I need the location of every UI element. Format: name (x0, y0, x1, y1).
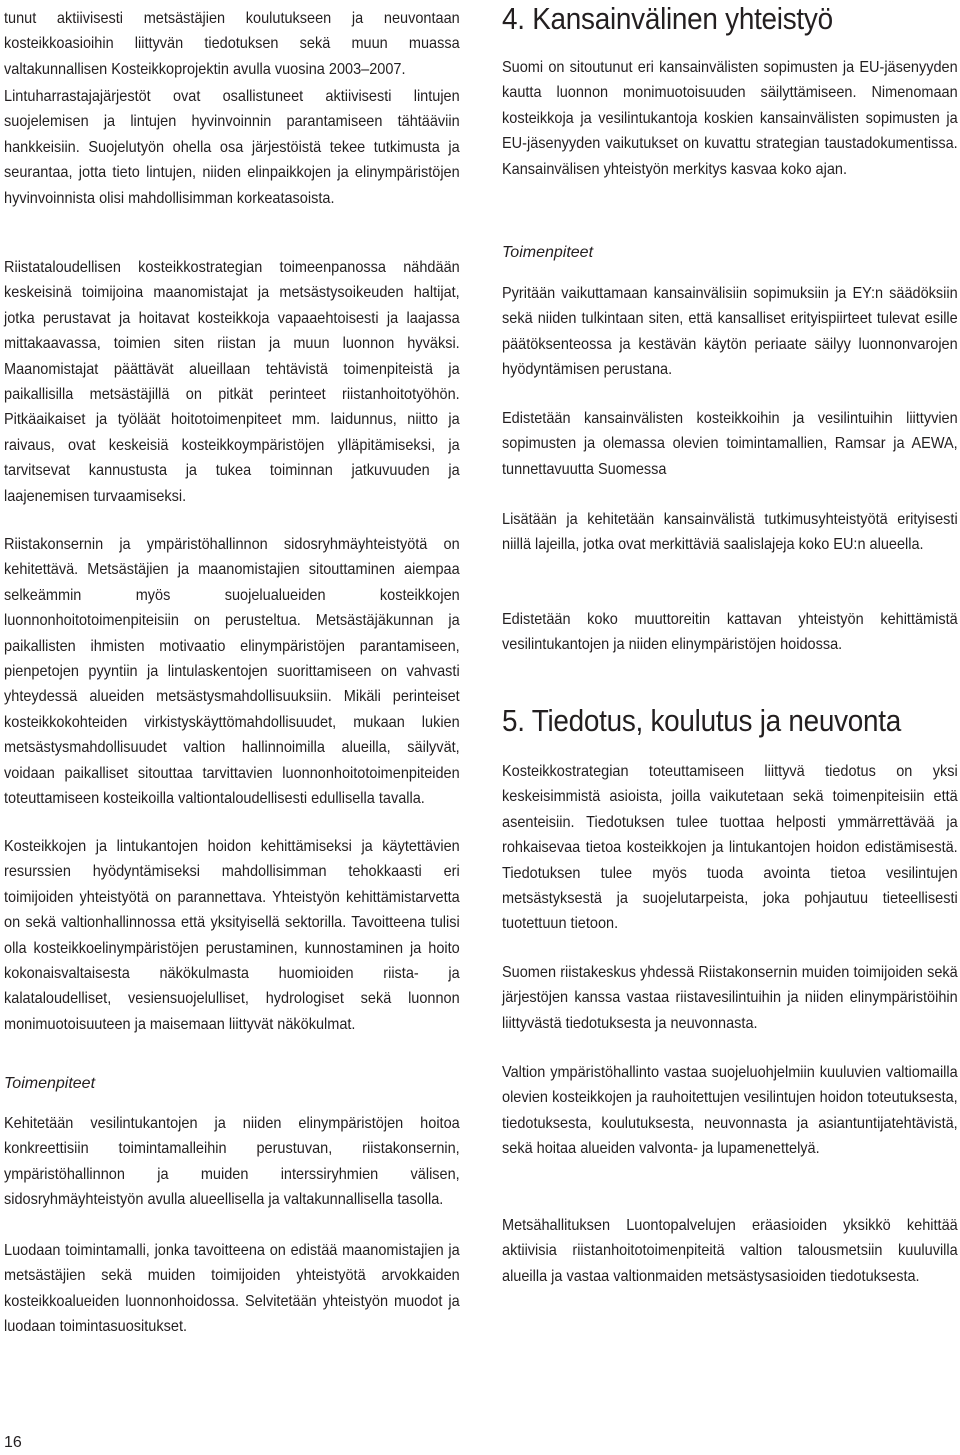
right-paragraph-7: Suomen riistakeskus yhdessä Riistakonsernin muiden toimijoiden sekä järjestöjen kanssa vastaa riistavesilintuihin ja niiden elinympäristöihin liittyvästä tiedotuksesta ja neuvonnasta. (502, 964, 958, 1032)
right-paragraph-8: Valtion ympäristöhallinto vastaa suojeluohjelmiin kuuluvien valtiomailla olevien kosteikkojen ja rauhoitettujen vesilintujen hoidon toteutuksesta, tiedotuksesta, koulutuksesta, neuvonnasta ja asiantuntijatehtävistä, sekä hoitaa alueiden valvonta- ja lupamenettelyä. (502, 1064, 958, 1158)
left-paragraph-4: Riistakonsernin ja ympäristöhallinnon sidosryhmäyhteistyötä on kehitettävä. Metsästäjien ja maanomistajien sitouttaminen aiempaa selkeämmin myös suojelualueiden kosteikkojen luonnonhoitotoimenpiteisiin on perusteltua. Metsästäjäkunnan ja paikallisten ihmisten motivaatio elinympäristöjen parantamiseen, pienpetojen pyyntiin ja lintulaskentojen suorittamiseen on vahvasti yhteydessä alueiden metsästysmahdollisuuksiin. Mikäli perinteiset kosteikkokohteiden virkistyskäyttömahdollisuudet, mukaan lukien metsästysmahdollisuudet valtion hallinnoimilla alueilla, säilyvät, voidaan paikalliset sitouttaa tarvittavien luonnonhoitotoimenpiteiden toteuttamiseen kosteikoilla valtiontaloudellisesti edullisella tavalla. (4, 536, 460, 808)
right-paragraph-6: Kosteikkostrategian toteuttamiseen liittyvä tiedotus on yksi keskeisimmistä asioista, joilla vaikutetaan sekä toimenpiteisiin että asenteisiin. Tiedotuksen tulee tuottaa helposti ymmärrettävää ja rohkaisevaa tietoa kosteikkojen ja lintukantojen hoidon edistämisestä. Tiedotuksen tulee myös tuoda avointa tietoa vesilintujen metsästyksestä ja suojelutarpeista, joka pohjautuu tieteellisesti tuotettuun tietoon. (502, 763, 958, 933)
right-paragraph-3: Edistetään kansainvälisten kosteikkoihin ja vesilintuihin liittyvien sopimusten ja olemassa olevien toimintamallien, Ramsar ja AEWA, tunnettavuutta Suomessa (502, 410, 958, 478)
left-paragraph-6: Kehitetään vesilintukantojen ja niiden elinympäristöjen hoitoa konkreettisiin toimintamalleihin perustuvan, riistakonsernin, ympäristöhallinnon ja muiden interssiryhmien välisen, sidosryhmäyhteistyön avulla alueellisella ja valtakunnallisella tasolla. (4, 1115, 460, 1209)
page-number: 16 (4, 1434, 22, 1451)
left-paragraph-1: tunut aktiivisesti metsästäjien koulutukseen ja neuvontaan kosteikkoasioihin liittyvän tiedotuksen sekä muun muassa valtakunnallisen Kosteikkoprojektin avulla vuosina 2003–2007. (4, 10, 460, 78)
section-heading-5: 5. Tiedotus, koulutus ja neuvonta (502, 703, 902, 738)
right-paragraph-2: Pyritään vaikuttamaan kansainvälisiin sopimuksiin ja EY:n säädöksiin sekä niiden tulkintaan siten, että kansalliset erityispiirteet tulevat esille päätöksenteossa ja kestävän käytön periaate säilyy luonnonvarojen hyödyntämisen perustana. (502, 285, 958, 379)
right-paragraph-1: Suomi on sitoutunut eri kansainvälisten sopimusten ja EU-jäsenyyden kautta luonnon monimuotoisuuden säilyttämiseen. Nimenomaan kosteikkoja ja vesilintukantoja koskien kansainvälisten sopimusten ja EU-jäsenyyden vaikutukset on kuvattu strategian taustadokumentissa. Kansainvälisen yhteistyön merkitys kasvaa koko ajan. (502, 59, 958, 178)
right-paragraph-9: Metsähallituksen Luontopalvelujen eräasioiden yksikkö kehittää aktiivisia riistanhoitotoimenpiteitä valtion talousmetsiin kuuluvilla alueilla ja vastaa valtionmaiden metsästysasioiden tiedotuksesta. (502, 1217, 958, 1285)
left-subheading-toimenpiteet: Toimenpiteet (4, 1075, 96, 1092)
left-paragraph-7: Luodaan toimintamalli, jonka tavoitteena on edistää maanomistajien ja metsästäjien sekä muiden toimijoiden yhteistyötä arvokkaiden kosteikkoalueiden luonnonhoidossa. Selvitetään yhteistyön muodot ja luodaan toimintasuositukset. (4, 1242, 460, 1336)
right-subheading-toimenpiteet: Toimenpiteet (502, 244, 594, 261)
left-paragraph-3: Riistataloudellisen kosteikkostrategian toimeenpanossa nähdään keskeisinä toimijoina maanomistajat ja metsästysoikeuden haltijat, jotka perustavat ja hoitavat kosteikkoja vapaaehtoisesti ja laajassa mittakaavassa, toimien siten riistan ja muun luonnon hyväksi. Maanomistajat päättävät alueillaan tehtävistä toimenpiteistä ja paikallisilla metsästäjillä on pitkät perinteet riistanhoitotyöhön. Pitkäaikaiset ja työläät hoitotoimenpiteet mm. laidunnus, niitto ja raivaus, ovat keskeisiä kosteikkoympäristöjen ylläpitämiseksi, ja tarvitsevat kannustusta ja tukea toiminnan jatkuvuuden ja laajenemisen turvaamiseksi. (4, 259, 460, 505)
section-heading-4: 4. Kansainvälinen yhteistyö (502, 1, 833, 36)
right-paragraph-4: Lisätään ja kehitetään kansainvälistä tutkimusyhteistyötä erityisesti niillä lajeilla, jotka ovat merkittäviä saalislajeja koko EU:n alueella. (502, 511, 958, 554)
left-paragraph-5: Kosteikkojen ja lintukantojen hoidon kehittämiseksi ja käytettävien resurssien hyödyntämiseksi mahdollisimman tehokkaasti eri toimijoiden yhteistyötä on parannettava. Yhteistyön kehittämistarvetta on sekä valtionhallinnossa että yksityisellä sektorilla. Tavoitteena tulisi olla kosteikkoelinympäristöjen perustaminen, kunnostaminen ja hoito kokonaisvaltaisesta näkökulmasta huomioiden riista- ja kalataloudelliset, vesiensuojelulliset, hydrologiset sekä luonnon monimuotoisuuteen ja maisemaan liittyvät näkökulmat. (4, 838, 460, 1033)
left-paragraph-2: Lintuharrastajajärjestöt ovat osallistuneet aktiivisesti lintujen suojelemisen ja lintujen hyvinvoinnin parantamiseen tähtääviin hankkeisiin. Suojelutyön ohella osa järjestöistä tekee tutkimusta ja seurantaa, jotta tieto lintujen, niiden elinpaikkojen ja elinympäristöjen hyvinvoinnista olisi mahdollisimman korkeatasoista. (4, 88, 460, 207)
right-paragraph-5: Edistetään koko muuttoreitin kattavan yhteistyön kehittämistä vesilintukantojen ja niiden elinympäristöjen hoidossa. (502, 611, 958, 654)
